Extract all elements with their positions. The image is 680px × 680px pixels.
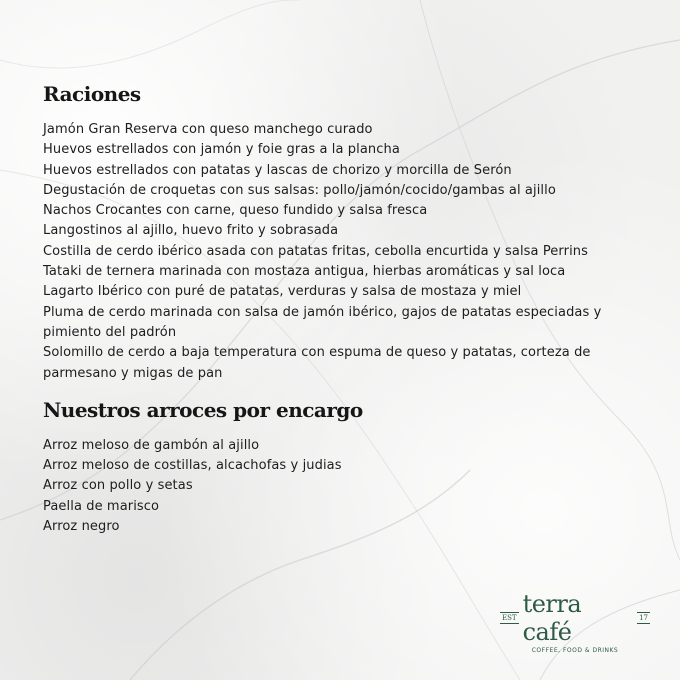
list-item: Nachos Crocantes con carne, queso fundido y salsa fresca (43, 203, 428, 219)
menu-content (43, 78, 643, 537)
list-item: Huevos estrellados con patatas y lascas de chorizo y morcilla de Serón (43, 162, 512, 178)
arroces-title: Nuestros arroces por encargo (43, 397, 363, 422)
arroces-list (43, 436, 643, 537)
raciones-list (43, 120, 643, 384)
list-item: Solomillo de cerdo a baja temperatura con espuma de queso y patatas, corteza de parmesano y migas de pan (43, 345, 591, 381)
list-item: Tataki de ternera marinada con mostaza antigua, hierbas aromáticas y sal loca (43, 264, 566, 280)
logo-est: EST (502, 614, 517, 622)
list-item: Pluma de cerdo marinada con salsa de jamón ibérico, gajos de patatas especiadas y pimiento del padrón (43, 304, 602, 340)
list-item: Huevos estrellados con jamón y foie gras a la plancha (43, 142, 400, 158)
terra-cafe-logo (500, 590, 650, 654)
list-item: Langostinos al ajillo, huevo frito y sobrasada (43, 223, 339, 239)
logo-row (500, 590, 650, 646)
list-item: Costilla de cerdo ibérico asada con patatas fritas, cebolla encurtida y salsa Perrins (43, 243, 588, 259)
logo-name: terra café (522, 590, 582, 646)
list-item: Degustación de croquetas con sus salsas: pollo/jamón/cocido/gambas al ajillo (43, 182, 556, 198)
list-item: Arroz negro (43, 519, 120, 535)
logo-tagline: COFFEE, FOOD & DRINKS (531, 647, 619, 654)
list-item: Arroz meloso de costillas, alcachofas y judias (43, 458, 342, 474)
list-item: Paella de marisco (43, 498, 160, 514)
list-item: Lagarto Ibérico con puré de patatas, verduras y salsa de mostaza y miel (43, 284, 522, 300)
raciones-title: Raciones (43, 82, 141, 106)
list-item: Arroz meloso de gambón al ajillo (43, 437, 260, 453)
list-item: Arroz con pollo y setas (43, 478, 193, 494)
logo-year: 17 (639, 614, 648, 622)
list-item: Jamón Gran Reserva con queso manchego curado (43, 122, 373, 137)
